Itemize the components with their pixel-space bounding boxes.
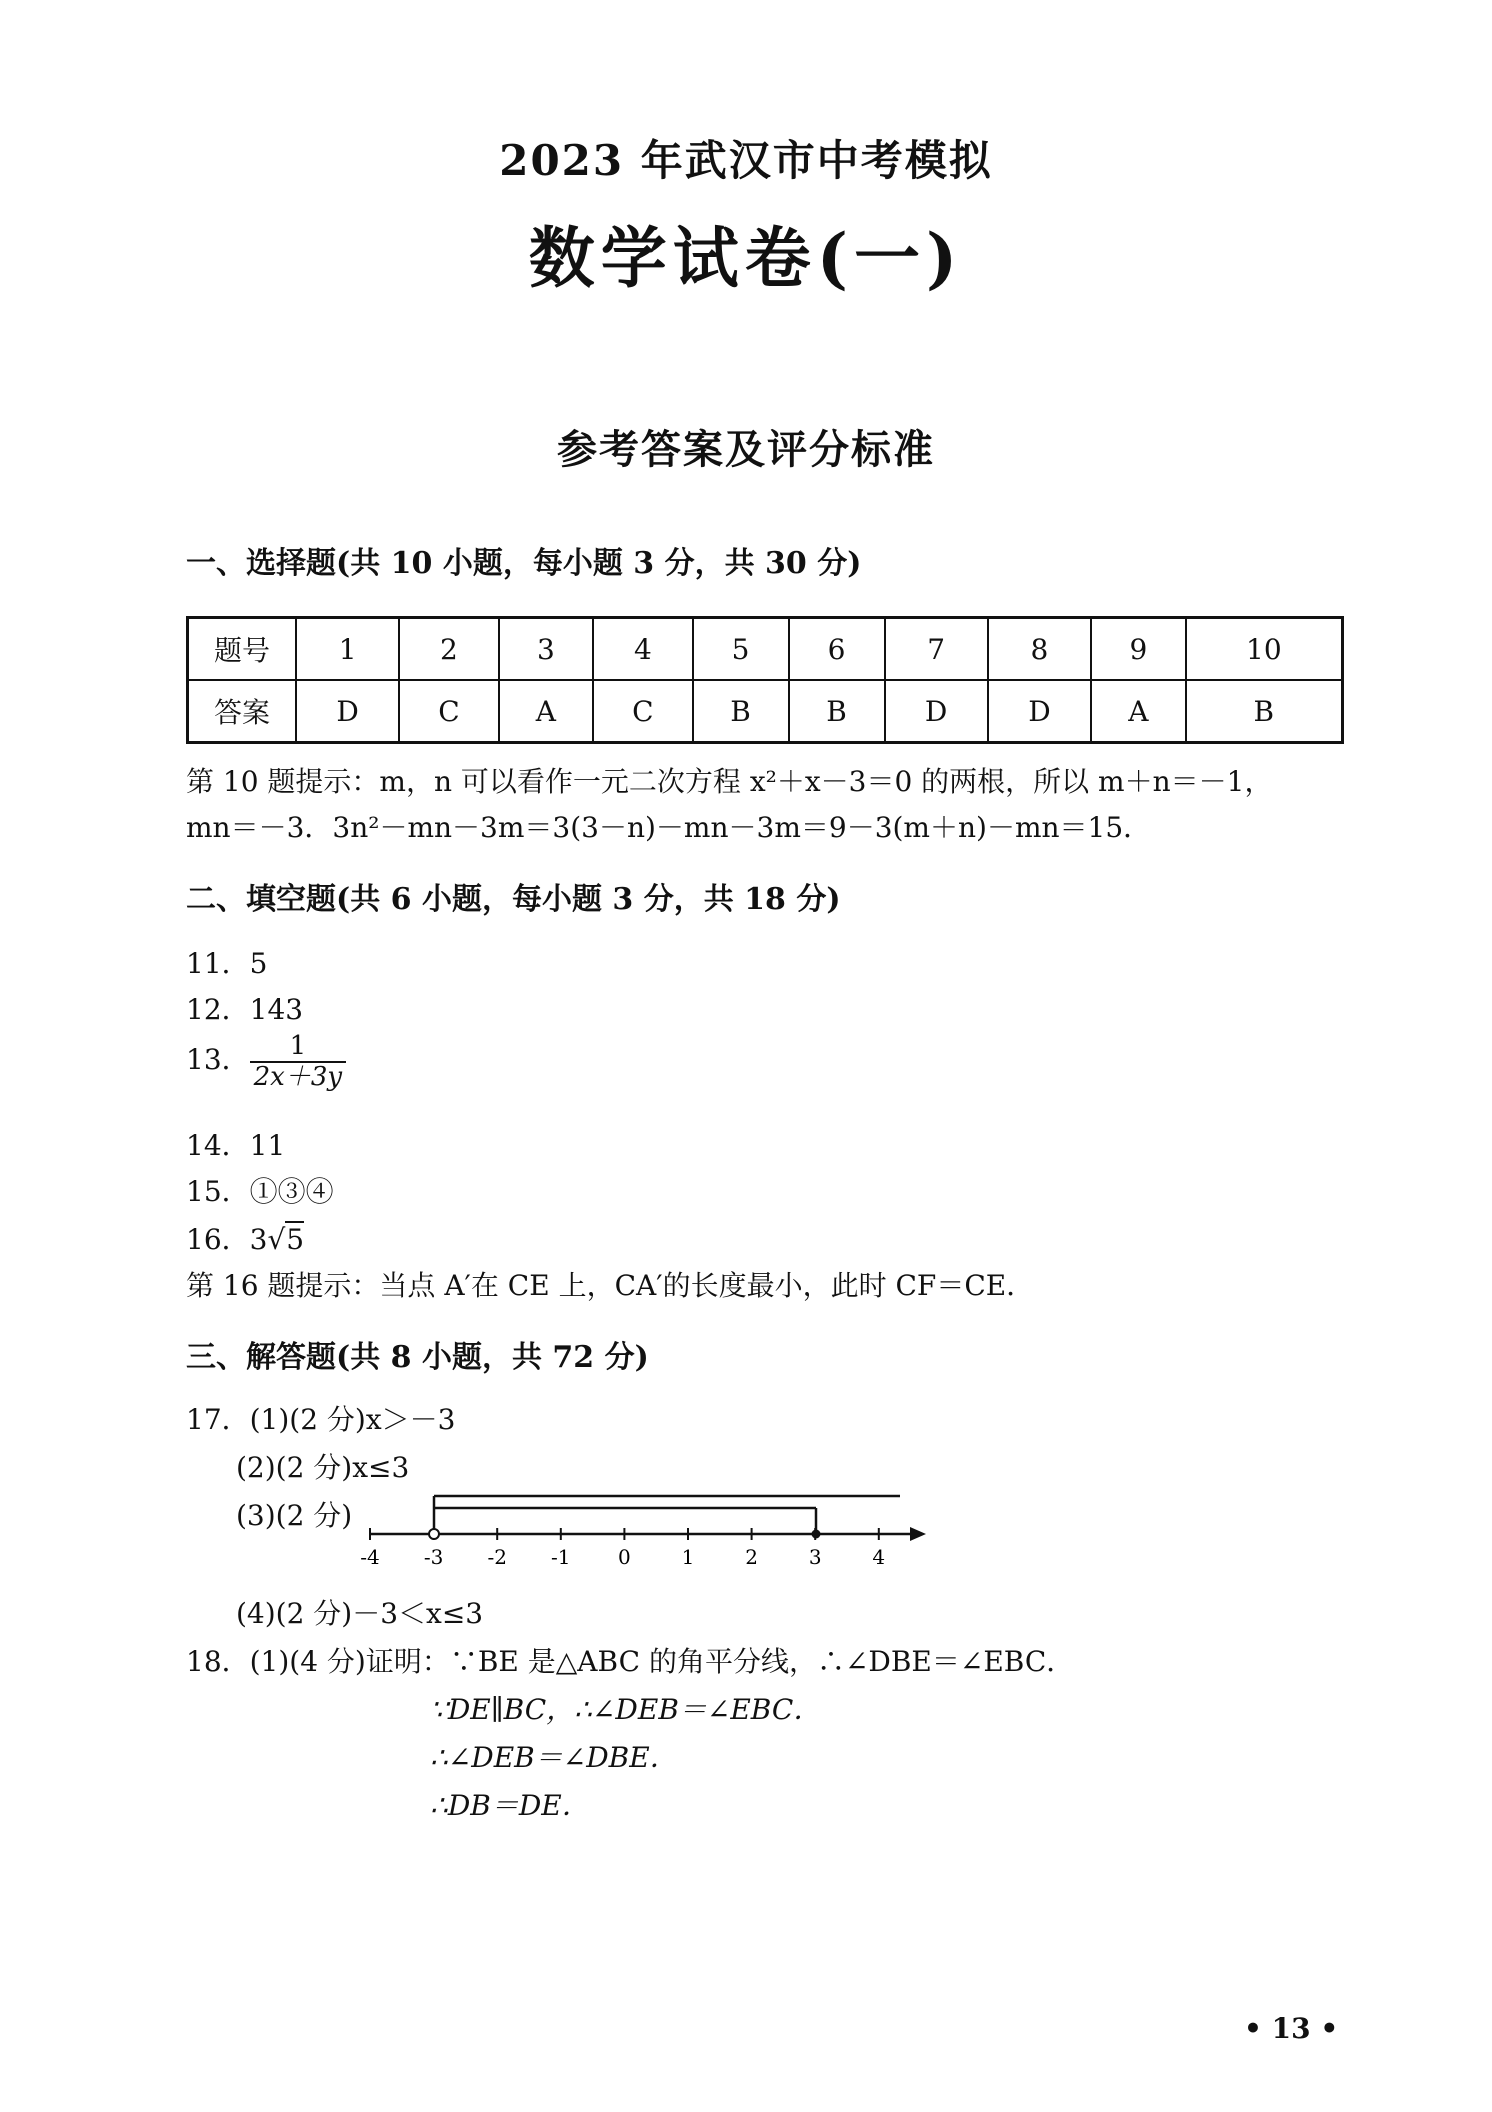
table-cell: 2 [399,618,498,681]
table-cell: A [1091,680,1186,743]
answer-q15: 15．①③④ [186,1175,334,1208]
table-cell: 5 [693,618,789,681]
table-cell: C [399,680,498,743]
table-cell: 8 [988,618,1091,681]
section2-title: 二、填空题(共 6 小题，每小题 3 分，共 18 分) [186,882,841,917]
axis-arrow-icon [910,1527,926,1541]
answer-q16: 16．3√5 [186,1223,305,1256]
answer-q13-prefix: 13． [186,1043,250,1077]
table-cell: 7 [885,618,988,681]
answer-q17-2: (2)(2 分)x≤3 [236,1451,410,1484]
table-row-numbers [188,618,1343,681]
section3-title: 三、解答题(共 8 小题，共 72 分) [186,1340,649,1375]
answer-q17-1: 17．(1)(2 分)x＞－3 [186,1403,456,1436]
page-number: • 13 • [1244,2012,1339,2045]
table-cell: 1 [296,618,399,681]
answer-q18-line1: 18．(1)(4 分)证明：∵BE 是△ABC 的角平分线，∴∠DBE＝∠EBC． [186,1645,1075,1678]
open-point-neg3 [429,1529,439,1539]
sqrt-radicand: 5 [286,1223,305,1256]
answer-q13 [186,1032,346,1091]
answer-q14: 14．11 [186,1129,286,1162]
tick-label: 2 [745,1545,758,1569]
exam-subject-title: 数学试卷(一) [528,219,964,297]
tick-label: -3 [423,1545,444,1569]
answer-q18-line3: ∴∠DEB＝∠DBE． [430,1741,678,1774]
tick-label: -1 [551,1545,571,1569]
table-cell: A [499,680,594,743]
hint-q10-line1: 第 10 题提示：m，n 可以看作一元二次方程 x²＋x－3＝0 的两根，所以 m＋n＝－1， [186,765,1273,798]
table-cell: D [296,680,399,743]
table-cell: 4 [593,618,692,681]
row-label-numbers: 题号 [188,618,297,681]
row-label-answers: 答案 [188,680,297,743]
answer-q12: 12．143 [186,993,304,1026]
tick-label: -2 [487,1545,507,1569]
table-cell: 6 [789,618,885,681]
tick-label: -4 [360,1545,380,1569]
answer-table [186,616,1344,744]
table-cell: D [885,680,988,743]
table-cell: B [693,680,789,743]
closed-point-3 [812,1530,821,1539]
answer-q17-3: (3)(2 分) [236,1499,353,1532]
table-cell: 9 [1091,618,1186,681]
hint-q16: 第 16 题提示：当点 A′在 CE 上，CA′的长度最小，此时 CF＝CE． [186,1269,1035,1302]
table-cell: 3 [499,618,594,681]
section1-title: 一、选择题(共 10 小题，每小题 3 分，共 30 分) [186,546,862,581]
tick-label: 1 [681,1545,695,1569]
answer-key-title: 参考答案及评分标准 [557,426,935,473]
fraction [250,1032,346,1091]
hint-q10-line2: mn＝－3．3n²－mn－3m＝3(3－n)－mn－3m＝9－3(m＋n)－mn＝15． [186,811,1152,844]
answer-q18-line4: ∴DB＝DE． [430,1789,590,1822]
tick-label: 0 [618,1545,631,1569]
table-row-answers [188,680,1343,743]
table-cell: 10 [1186,618,1343,681]
fraction-denominator: 2x＋3y [253,1061,343,1092]
answer-q16-prefix: 16．3 [186,1223,268,1256]
tick-label: 3 [808,1545,822,1569]
answer-q18-line2: ∵DE∥BC，∴∠DEB＝∠EBC． [430,1693,822,1726]
table-cell: B [789,680,885,743]
fraction-numerator: 1 [250,1032,346,1063]
tick-label: 4 [872,1545,886,1569]
table-cell: B [1186,680,1343,743]
number-line [350,1478,930,1574]
answer-q17-4: (4)(2 分)－3＜x≤3 [236,1597,484,1630]
table-cell: D [988,680,1091,743]
table-cell: C [593,680,692,743]
exam-year-title: 2023 年武汉市中考模拟 [499,136,993,185]
answer-q11: 11．5 [186,947,268,980]
